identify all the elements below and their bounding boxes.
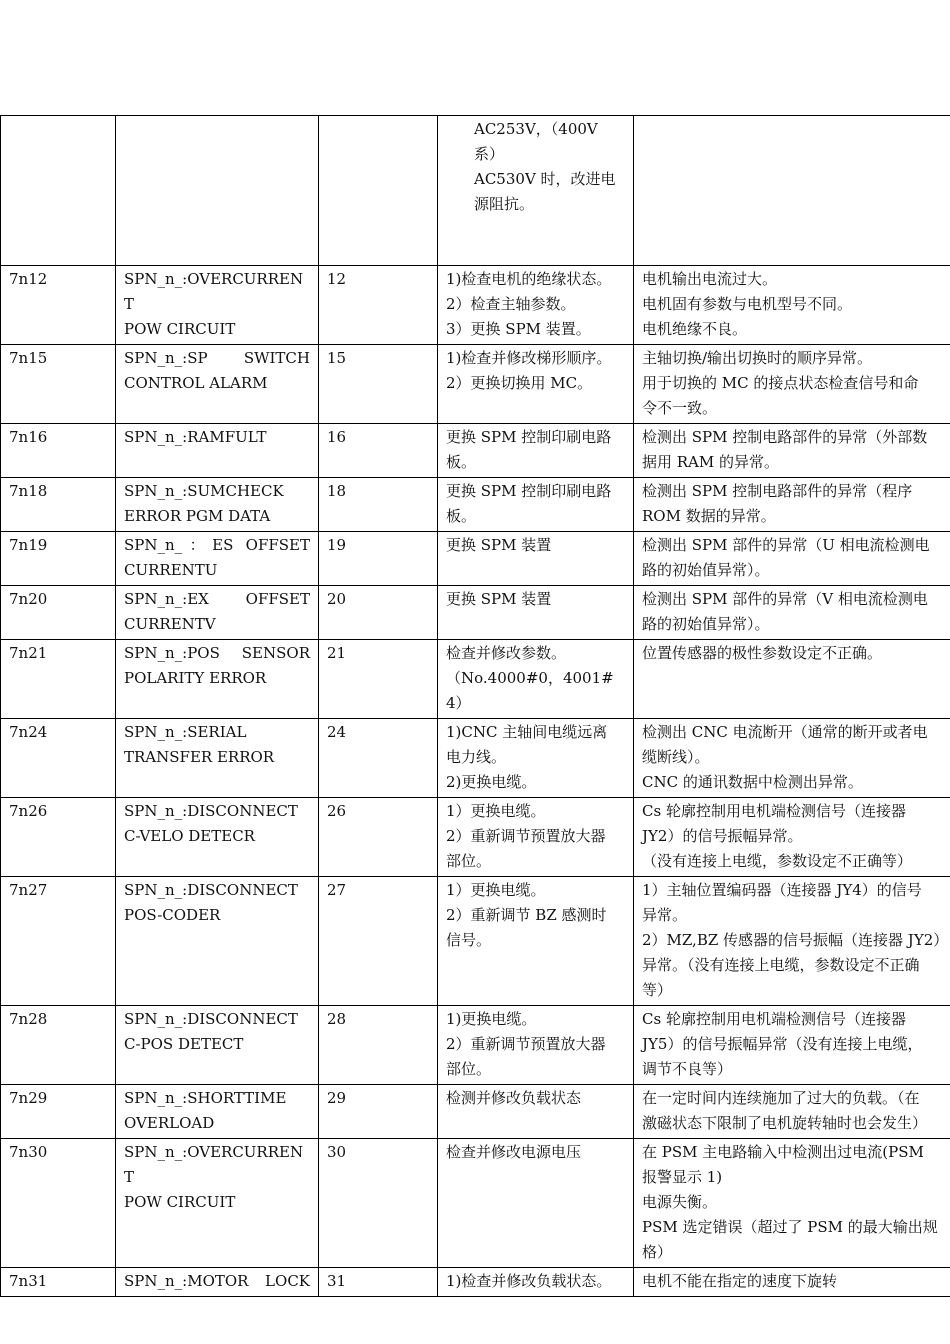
alarm-number-cell [319, 640, 438, 719]
alarm-number-cell [319, 266, 438, 345]
alarm-name-line: SPN_n_:OVERCURRENT [124, 270, 304, 313]
alarm-number-cell [319, 1085, 438, 1139]
alarm-number-cell [319, 532, 438, 586]
alarm-name-line: C-POS DETECT [124, 1035, 244, 1053]
alarm-name-line: TRANSFER ERROR [124, 748, 275, 766]
alarm-code: 7n18 [9, 482, 48, 500]
alarm-code-cell [1, 266, 116, 345]
alarm-cause-cell [634, 1139, 950, 1268]
alarm-code-cell [1, 719, 116, 798]
alarm-code: 7n28 [9, 1010, 48, 1028]
alarm-action-line: 1)检查并修改梯形顺序。 [446, 349, 612, 367]
alarm-action-cell [438, 798, 634, 877]
alarm-number-cell [319, 116, 438, 266]
alarm-cause-cell [634, 345, 950, 424]
alarm-cause-line: CNC 的通讯数据中检测出异常。 [642, 773, 863, 791]
alarm-cause-line: 电机固有参数与电机型号不同。 [642, 295, 853, 313]
alarm-name-line: SPN_n_:DISCONNECT [124, 802, 298, 820]
alarm-action-line: 1)更换电缆。 [446, 1010, 537, 1028]
alarm-cause-cell [634, 1085, 950, 1139]
alarm-number: 24 [327, 723, 347, 741]
alarm-name-line: OVERLOAD [124, 1114, 215, 1132]
alarm-action-line: 1)检查并修改负载状态。 [446, 1272, 612, 1290]
table-row [1, 116, 950, 266]
alarm-code: 7n15 [9, 349, 48, 367]
alarm-action-cell [438, 116, 634, 266]
alarm-action-line: 检查并修改参数。 [446, 644, 567, 662]
alarm-cause-line: 异常。（没有连接上电缆，参数设定不正确 [642, 956, 920, 974]
alarm-action-line: AC530V 时，改进电 [474, 170, 616, 188]
alarm-name-cell [116, 719, 319, 798]
alarm-name-line: SPN_n_:POS SENSOR [124, 644, 310, 662]
table-row [1, 1139, 950, 1268]
alarm-action-line: 1）更换电缆。 [446, 802, 546, 820]
alarm-name-line: SPN_n_:RAMFULT [124, 428, 267, 446]
alarm-cause-cell [634, 1006, 950, 1085]
alarm-action-line: 部位。 [446, 852, 492, 870]
alarm-action-cell [438, 586, 634, 640]
alarm-cause-cell [634, 1268, 950, 1297]
alarm-cause-cell [634, 640, 950, 719]
alarm-code: 7n31 [9, 1272, 48, 1290]
alarm-name-line: SPN_n_：ES OFFSET [124, 536, 310, 554]
alarm-number-cell [319, 478, 438, 532]
alarm-code: 7n21 [9, 644, 48, 662]
alarm-number: 26 [327, 802, 347, 820]
alarm-code-cell [1, 1139, 116, 1268]
alarm-cause-line: 在一定时间内连续施加了过大的负载。（在 [642, 1089, 920, 1107]
alarm-number: 27 [327, 881, 347, 899]
alarm-action-cell [438, 640, 634, 719]
alarm-code-cell [1, 424, 116, 478]
alarm-cause-line: 异常。 [642, 906, 688, 924]
alarm-cause-line: 检测出 CNC 电流断开（通常的断开或者电 [642, 723, 928, 741]
alarm-action-line: 1)CNC 主轴间电缆远离 [446, 723, 608, 741]
table-row [1, 877, 950, 1006]
alarm-action-line: 1）更换电缆。 [446, 881, 546, 899]
table-row [1, 424, 950, 478]
alarm-action-line: AC253V，（400V 系） [474, 120, 598, 163]
alarm-cause-cell [634, 532, 950, 586]
alarm-action-line: 1)检查电机的绝缘状态。 [446, 270, 612, 288]
alarm-code-cell [1, 478, 116, 532]
alarm-code-cell [1, 345, 116, 424]
alarm-action-line: 部位。 [446, 1060, 492, 1078]
alarm-cause-line: 等） [642, 981, 673, 999]
alarm-number: 20 [327, 590, 347, 608]
alarm-name-line: SPN_n_:SERIAL [124, 723, 247, 741]
alarm-name-line: SPN_n_:SP SWITCH [124, 349, 310, 367]
alarm-code: 7n26 [9, 802, 48, 820]
alarm-action-cell [438, 1085, 634, 1139]
alarm-action-line: 更换 SPM 控制印刷电路 [446, 428, 612, 446]
alarm-action-line: 检测并修改负载状态 [446, 1089, 582, 1107]
alarm-number: 21 [327, 644, 347, 662]
alarm-code: 7n27 [9, 881, 48, 899]
alarm-code-cell [1, 1268, 116, 1297]
alarm-number: 12 [327, 270, 347, 288]
alarm-action-line: 2）检查主轴参数。 [446, 295, 576, 313]
alarm-cause-line: Cs 轮廓控制用电机端检测信号（连接器 [642, 1010, 906, 1028]
alarm-number-cell [319, 586, 438, 640]
alarm-number: 18 [327, 482, 347, 500]
alarm-table [0, 115, 950, 1297]
alarm-cause-line: 检测出 SPM 控制电路部件的异常（程序 [642, 482, 913, 500]
alarm-cause-cell [634, 266, 950, 345]
alarm-name-line: SPN_n_:MOTOR LOCK [124, 1272, 310, 1290]
alarm-name-line: C-VELO DETECR [124, 827, 255, 845]
alarm-action-line: 检查并修改电源电压 [446, 1143, 582, 1161]
alarm-number: 31 [327, 1272, 347, 1290]
alarm-cause-line: 路的初始值异常）。 [642, 615, 770, 633]
alarm-name-line: POLARITY ERROR [124, 669, 267, 687]
alarm-code-cell [1, 532, 116, 586]
alarm-cause-cell [634, 798, 950, 877]
alarm-cause-line: 据用 RAM 的异常。 [642, 453, 780, 471]
alarm-action-cell [438, 1268, 634, 1297]
alarm-name-cell [116, 266, 319, 345]
alarm-number-cell [319, 424, 438, 478]
alarm-cause-line: 激磁状态下限制了电机旋转轴时也会发生） [642, 1114, 928, 1132]
alarm-code: 7n16 [9, 428, 48, 446]
alarm-cause-line: ROM 数据的异常。 [642, 507, 776, 525]
alarm-name-line: POW CIRCUIT [124, 1193, 236, 1211]
alarm-cause-cell [634, 877, 950, 1006]
alarm-cause-line: 电机输出电流过大。 [642, 270, 778, 288]
alarm-action-line: 2)更换电缆。 [446, 773, 537, 791]
alarm-action-line: 2）重新调节 BZ 感测时 [446, 906, 607, 924]
alarm-action-line: 2）重新调节预置放大器 [446, 827, 606, 845]
alarm-name-cell [116, 640, 319, 719]
alarm-number: 19 [327, 536, 347, 554]
alarm-cause-line: 令不一致。 [642, 399, 718, 417]
alarm-cause-line: 调节不良等） [642, 1060, 733, 1078]
alarm-action-cell [438, 345, 634, 424]
alarm-cause-line: 1）主轴位置编码器（连接器 JY4）的信号 [642, 881, 922, 899]
alarm-name-cell [116, 877, 319, 1006]
alarm-action-cell [438, 1006, 634, 1085]
alarm-code-cell [1, 1006, 116, 1085]
alarm-name-cell [116, 1085, 319, 1139]
alarm-name-line: SPN_n_:EX OFFSET [124, 590, 310, 608]
alarm-cause-line: 在 PSM 主电路输入中检测出过电流(PSM [642, 1143, 924, 1161]
alarm-code: 7n24 [9, 723, 48, 741]
alarm-cause-line: 用于切换的 MC 的接点状态检查信号和命 [642, 374, 919, 392]
alarm-name-cell [116, 1006, 319, 1085]
table-row [1, 266, 950, 345]
table-row [1, 345, 950, 424]
table-row [1, 478, 950, 532]
alarm-cause-line: Cs 轮廓控制用电机端检测信号（连接器 [642, 802, 906, 820]
alarm-name-cell [116, 1268, 319, 1297]
alarm-code-cell [1, 1085, 116, 1139]
alarm-cause-line: （没有连接上电缆，参数设定不正确等） [642, 852, 913, 870]
alarm-cause-line: 电源失衡。 [642, 1193, 718, 1211]
alarm-number: 29 [327, 1089, 347, 1107]
table-row [1, 586, 950, 640]
table-row [1, 798, 950, 877]
alarm-action-cell [438, 1139, 634, 1268]
alarm-action-cell [438, 478, 634, 532]
alarm-action-line: 电力线。 [446, 748, 507, 766]
alarm-cause-line: JY2）的信号振幅异常。 [642, 827, 803, 845]
alarm-name-line: SPN_n_:DISCONNECT [124, 1010, 298, 1028]
alarm-name-line: SPN_n_:DISCONNECT [124, 881, 298, 899]
alarm-cause-line: 缆断线）。 [642, 748, 710, 766]
alarm-cause-line: JY5）的信号振幅异常（没有连接上电缆， [642, 1035, 923, 1053]
alarm-number: 30 [327, 1143, 347, 1161]
alarm-action-line: 板。 [446, 453, 477, 471]
alarm-number-cell [319, 798, 438, 877]
alarm-action-line: 3）更换 SPM 装置。 [446, 320, 591, 338]
alarm-action-line: 更换 SPM 控制印刷电路 [446, 482, 612, 500]
alarm-action-line: （No.4000#0，4001#4） [446, 669, 614, 712]
alarm-cause-line: 检测出 SPM 部件的异常（U 相电流检测电 [642, 536, 930, 554]
alarm-number-cell [319, 1006, 438, 1085]
alarm-table-body [1, 116, 950, 1297]
alarm-action-line: 2）更换切换用 MC。 [446, 374, 593, 392]
alarm-action-line: 更换 SPM 装置 [446, 536, 552, 554]
alarm-name-cell [116, 478, 319, 532]
alarm-name-line: SPN_n_:SUMCHECK [124, 482, 284, 500]
alarm-number-cell [319, 719, 438, 798]
alarm-name-line: POS-CODER [124, 906, 221, 924]
alarm-name-line: POW CIRCUIT [124, 320, 236, 338]
alarm-number-cell [319, 345, 438, 424]
table-row [1, 640, 950, 719]
alarm-cause-cell [634, 719, 950, 798]
alarm-code: 7n19 [9, 536, 48, 554]
alarm-name-line: SPN_n_:SHORTTIME [124, 1089, 287, 1107]
alarm-cause-cell [634, 424, 950, 478]
alarm-cause-line: 2）MZ,BZ 传感器的信号振幅（连接器 JY2） [642, 931, 949, 949]
alarm-action-line: 板。 [446, 507, 477, 525]
alarm-number: 15 [327, 349, 347, 367]
alarm-number: 28 [327, 1010, 347, 1028]
alarm-cause-line: 格） [642, 1243, 673, 1261]
alarm-action-cell [438, 719, 634, 798]
alarm-cause-line: 位置传感器的极性参数设定不正确。 [642, 644, 883, 662]
alarm-action-cell [438, 532, 634, 586]
table-row [1, 1006, 950, 1085]
alarm-name-cell [116, 586, 319, 640]
alarm-name-cell [116, 532, 319, 586]
alarm-action-line: 信号。 [446, 931, 492, 949]
alarm-code-cell [1, 116, 116, 266]
alarm-cause-line: 报警显示 1) [642, 1168, 723, 1186]
alarm-code: 7n12 [9, 270, 48, 288]
alarm-action-cell [438, 877, 634, 1006]
alarm-name-cell [116, 424, 319, 478]
table-row [1, 1085, 950, 1139]
alarm-action-cell [438, 424, 634, 478]
alarm-cause-line: 检测出 SPM 部件的异常（V 相电流检测电 [642, 590, 928, 608]
alarm-code: 7n20 [9, 590, 48, 608]
alarm-name-line: CURRENTU [124, 561, 218, 579]
alarm-code-cell [1, 798, 116, 877]
table-row [1, 719, 950, 798]
alarm-name-line: CONTROL ALARM [124, 374, 268, 392]
alarm-cause-line: 电机绝缘不良。 [642, 320, 748, 338]
alarm-action-line: 2）重新调节预置放大器 [446, 1035, 606, 1053]
alarm-cause-line: 路的初始值异常）。 [642, 561, 770, 579]
alarm-name-line: SPN_n_:OVERCURRENT [124, 1143, 304, 1186]
alarm-cause-cell [634, 586, 950, 640]
alarm-name-line: CURRENTV [124, 615, 216, 633]
alarm-cause-line: 主轴切换/输出切换时的顺序异常。 [642, 349, 873, 367]
alarm-cause-line: PSM 选定错误（超过了 PSM 的最大输出规 [642, 1218, 938, 1236]
alarm-number-cell [319, 1139, 438, 1268]
alarm-name-cell [116, 116, 319, 266]
alarm-cause-cell [634, 478, 950, 532]
alarm-code: 7n29 [9, 1089, 48, 1107]
table-row [1, 532, 950, 586]
alarm-cause-cell [634, 116, 950, 266]
alarm-name-cell [116, 1139, 319, 1268]
alarm-action-cell [438, 266, 634, 345]
alarm-cause-line: 电机不能在指定的速度下旋转 [642, 1272, 838, 1290]
alarm-number-cell [319, 877, 438, 1006]
alarm-cause-line: 检测出 SPM 控制电路部件的异常（外部数 [642, 428, 928, 446]
alarm-number-cell [319, 1268, 438, 1297]
alarm-code-cell [1, 640, 116, 719]
table-row [1, 1268, 950, 1297]
alarm-code-cell [1, 586, 116, 640]
alarm-code-cell [1, 877, 116, 1006]
alarm-name-line: ERROR PGM DATA [124, 507, 271, 525]
alarm-name-cell [116, 798, 319, 877]
alarm-action-line: 源阻抗。 [474, 195, 535, 213]
alarm-code: 7n30 [9, 1143, 48, 1161]
alarm-name-cell [116, 345, 319, 424]
alarm-action-line: 更换 SPM 装置 [446, 590, 552, 608]
alarm-number: 16 [327, 428, 347, 446]
